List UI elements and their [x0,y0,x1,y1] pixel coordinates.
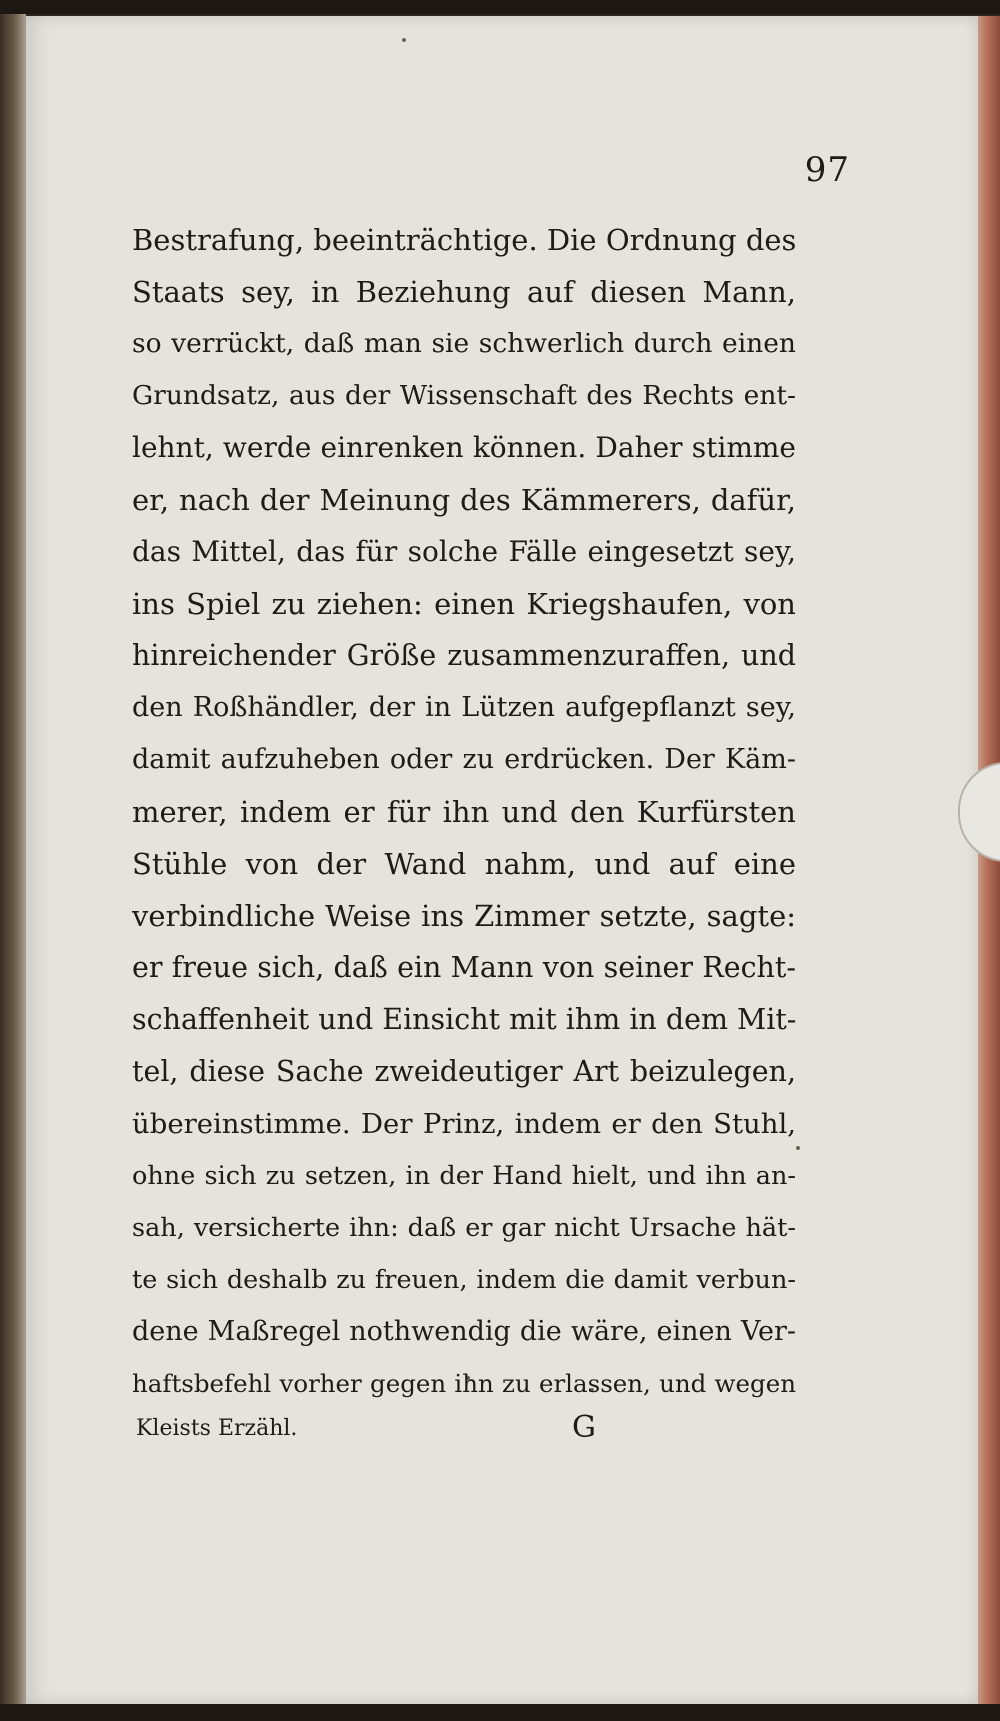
text-line: den Roßhändler, der in Lützen aufgepflanzt sey, [132,692,796,723]
page-footer [132,1410,796,1456]
text-line: te sich deshalb zu freuen, indem die damit verbun- [132,1265,796,1295]
text-line: haftsbefehl vorher gegen ihn zu erlassen, und wegen [132,1369,796,1398]
paper-speck [796,1146,800,1150]
text-line: Staats sey, in Beziehung auf diesen Mann, [132,275,796,309]
text-line: merer, indem er für ihn und den Kurfürsten [132,795,796,829]
text-line: Grundsatz, aus der Wissenschaft des Rechts ent- [132,380,796,411]
text-line: Stühle von der Wand nahm, und auf eine [132,847,796,881]
text-line: damit aufzuheben oder zu erdrücken. Der Käm- [132,744,796,775]
paper-speck [402,38,406,42]
text-line: er, nach der Meinung des Kämmerers, dafür, [132,483,796,517]
text-line: das Mittel, das für solche Fälle eingesetzt sey, [132,535,796,568]
text-line: er freue sich, daß ein Mann von seiner Recht- [132,951,796,984]
text-line: ohne sich zu setzen, in der Hand hielt, und ihn an- [132,1161,796,1191]
text-line: schaffenheit und Einsicht mit ihm in dem Mit- [132,1003,796,1036]
body-text [132,214,796,1410]
text-line: sah, versicherte ihn: daß er gar nicht Ursache hät- [132,1213,796,1243]
text-line: dene Maßregel nothwendig die wäre, einen Ver- [132,1316,796,1347]
text-line: hinreichender Größe zusammenzuraffen, und [132,639,796,672]
text-line: tel, diese Sache zweideutiger Art beizulegen, [132,1055,796,1088]
book-bottom-edge [0,1704,1000,1721]
text-line: ins Spiel zu ziehen: einen Kriegshaufen, von [132,587,796,621]
text-line: verbindliche Weise ins Zimmer setzte, sagte: [132,899,796,933]
book-top-edge [0,0,1000,14]
signature-mark: G [572,1410,596,1445]
signature-line: Kleists Erzähl. [136,1416,298,1441]
book-left-cover [0,14,26,1704]
text-line: so verrückt, daß man sie schwerlich durch einen [132,328,796,359]
text-line: lehnt, werde einrenken können. Daher stimme [132,431,796,464]
page-number: 97 [804,150,850,190]
text-line: Bestrafung, beeinträchtige. Die Ordnung des [132,223,796,257]
text-line: übereinstimme. Der Prinz, indem er den Stuhl, [132,1108,796,1140]
